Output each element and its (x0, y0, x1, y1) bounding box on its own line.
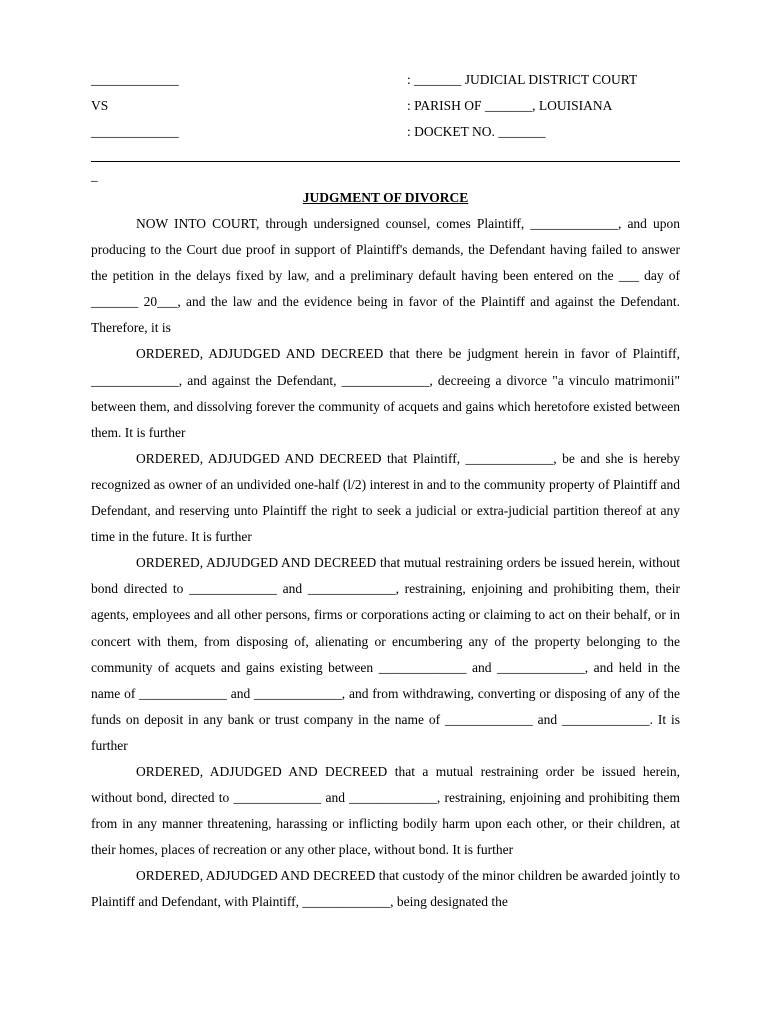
document-body (91, 211, 680, 916)
paragraph-harassment-restraining-order: ORDERED, ADJUDGED AND DECREED that a mutual restraining order be issued herein, without bond, directed to _____________ and _____________, restraining, enjoining and prohibiting them from in any manner threatening, harassing or inflicting bodily harm upon each other, or their children, at their homes, places of recreation or any other place, without bond. It is further (91, 763, 680, 858)
caption-plaintiff-blank: _____________ (91, 72, 179, 87)
caption-defendant-blank: _____________ (91, 124, 179, 139)
caption-trailing-dash: _ (91, 168, 98, 183)
caption-vs: VS (91, 98, 109, 113)
paragraph-divorce-decree: ORDERED, ADJUDGED AND DECREED that there be judgment herein in favor of Plaintiff, _____________, and against the Defendant, _____________, decreeing a divorce "a vinculo matrimonii" between them, and dissolving forever the community of acquets and gains which heretofore existed between them. It is further (91, 346, 680, 440)
paragraph-now-into-court: NOW INTO COURT, through undersigned counsel, comes Plaintiff, _____________, and upon producing to the Court due proof in support of Plaintiff's demands, the Defendant having failed to answer the petition in the delays fixed by law, and a preliminary default having been entered on the ___ day of _______ 20___, and the law and the evidence being in favor of the Plaintiff and against the Defendant. Therefore, it is (91, 216, 680, 336)
caption-divider (91, 161, 680, 162)
caption-parish: : PARISH OF _______, LOUISIANA (407, 98, 613, 113)
caption-court: : _______ JUDICIAL DISTRICT COURT (407, 72, 638, 87)
paragraph-community-property: ORDERED, ADJUDGED AND DECREED that Plaintiff, _____________, be and she is hereby recognized as owner of an undivided one-half (l/2) interest in and to the community property of Plaintiff and Defendant, and reserving unto Plaintiff the right to seek a judicial or extra-judicial partition thereof at any time in the future. It is further (91, 450, 680, 545)
caption-docket: : DOCKET NO. _______ (407, 124, 546, 139)
paragraph-property-restraining-order: ORDERED, ADJUDGED AND DECREED that mutual restraining orders be issued herein, without bond directed to _____________ and _____________, restraining, enjoining and prohibiting them, their agents, employees and all other persons, firms or corporations acting or claiming to act on their behalf, or in concert with them, from disposing of, alienating or encumbering any of the property belonging to the community of acquets and gains existing between _____________ and _____________, and held in the name of _____________ and _____________, and from withdrawing, converting or disposing of any of the funds on deposit in any bank or trust company in the name of _____________ and _____________. It is further (91, 555, 680, 753)
paragraph-custody: ORDERED, ADJUDGED AND DECREED that custody of the minor children be awarded jointly to Plaintiff and Defendant, with Plaintiff, _____________, being designated the (91, 868, 680, 910)
document-title: JUDGMENT OF DIVORCE (302, 190, 469, 205)
